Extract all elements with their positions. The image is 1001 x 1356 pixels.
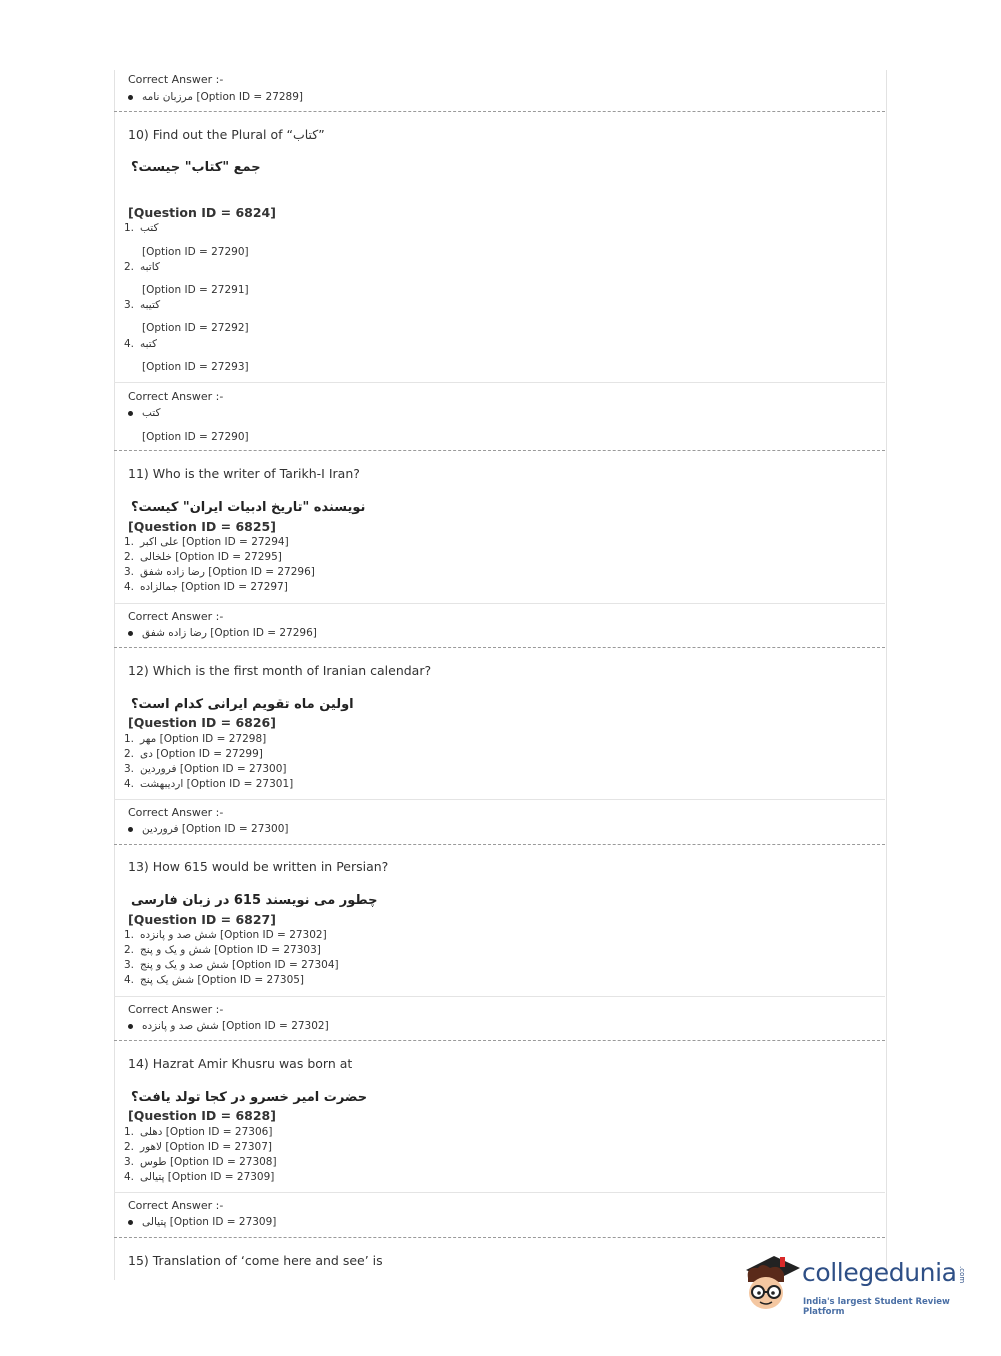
bullet-icon [128, 827, 133, 832]
answer-divider [114, 996, 885, 997]
bullet-icon [128, 411, 133, 416]
correct-answer: شش صد و پانزده [Option ID = 27302] [128, 1020, 329, 1032]
option-10-2: 2. کاتبه [124, 261, 160, 273]
collegedunia-logo[interactable] [740, 1248, 970, 1320]
option-10-1-id: [Option ID = 27290] [142, 246, 249, 258]
option-13-2: 2. شش و یک و پنج [Option ID = 27303] [124, 944, 321, 956]
question-divider [114, 844, 885, 845]
option-11-3: 3. رضا زاده شفق [Option ID = 27296] [124, 566, 315, 578]
option-13-1: 1. شش صد و پانزده [Option ID = 27302] [124, 929, 327, 941]
correct-answer: کتب [128, 407, 160, 419]
question-10-title: 10) Find out the Plural of “کتاب” [128, 127, 325, 142]
option-11-4: 4. جمالزاده [Option ID = 27297] [124, 581, 288, 593]
correct-answer: مرزبان نامه [Option ID = 27289] [128, 91, 303, 103]
correct-answer-label: Correct Answer :- [128, 73, 224, 86]
logo-suffix: .com [958, 1266, 966, 1284]
question-14-id: [Question ID = 6828] [128, 1108, 276, 1123]
bullet-icon [128, 1220, 133, 1225]
question-11-id: [Question ID = 6825] [128, 519, 276, 534]
option-10-4-id: [Option ID = 27293] [142, 361, 249, 373]
answer-divider [114, 382, 885, 383]
question-10-id: [Question ID = 6824] [128, 205, 276, 220]
correct-answer-label: Correct Answer :- [128, 1003, 224, 1016]
option-14-3: 3. طوس [Option ID = 27308] [124, 1156, 277, 1168]
question-11-title: 11) Who is the writer of Tarikh-I Iran? [128, 466, 360, 481]
correct-answer: رضا زاده شفق [Option ID = 27296] [128, 627, 317, 639]
option-13-3: 3. شش صد و یک و پنج [Option ID = 27304] [124, 959, 339, 971]
question-12-id: [Question ID = 6826] [128, 715, 276, 730]
option-10-4: 4. کتبه [124, 338, 157, 350]
correct-answer-id: [Option ID = 27290] [142, 431, 249, 443]
question-divider [114, 1040, 885, 1041]
option-14-4: 4. پتیالی [Option ID = 27309] [124, 1171, 275, 1183]
option-11-2: 2. خلخالی [Option ID = 27295] [124, 551, 282, 563]
bullet-icon [128, 95, 133, 100]
answer-divider [114, 799, 885, 800]
correct-answer: فروردین [Option ID = 27300] [128, 823, 289, 835]
question-13-title: 13) How 615 would be written in Persian? [128, 859, 389, 874]
question-divider [114, 111, 885, 112]
bullet-icon [128, 631, 133, 636]
option-11-1: 1. علی اکبر [Option ID = 27294] [124, 536, 289, 548]
question-14-title: 14) Hazrat Amir Khusru was born at [128, 1056, 353, 1071]
option-12-1: 1. مهر [Option ID = 27298] [124, 733, 267, 745]
option-10-1: 1. کتب [124, 222, 159, 234]
correct-answer-label: Correct Answer :- [128, 806, 224, 819]
option-10-2-id: [Option ID = 27291] [142, 284, 249, 296]
logo-tagline: India's largest Student Review Platform [803, 1297, 950, 1317]
option-12-3: 3. فروردین [Option ID = 27300] [124, 763, 287, 775]
question-13-id: [Question ID = 6827] [128, 912, 276, 927]
option-14-2: 2. لاهور [Option ID = 27307] [124, 1141, 272, 1153]
question-12-persian: اولین ماه تقویم ایرانی کدام است؟ [131, 697, 354, 712]
correct-answer-label: Correct Answer :- [128, 610, 224, 623]
mascot-icon [740, 1248, 802, 1318]
option-10-3: 3. کتیبه [124, 299, 161, 311]
question-divider [114, 647, 885, 648]
bullet-icon [128, 1024, 133, 1029]
correct-answer-label: Correct Answer :- [128, 390, 224, 403]
question-14-persian: حضرت امیر خسرو در کجا تولد یافت؟ [131, 1090, 368, 1105]
question-divider [114, 450, 885, 451]
option-14-1: 1. دهلی [Option ID = 27306] [124, 1126, 273, 1138]
answer-divider [114, 603, 885, 604]
option-13-4: 4. شش یک پنج [Option ID = 27305] [124, 974, 305, 986]
question-12-title: 12) Which is the first month of Iranian calendar? [128, 663, 432, 678]
question-divider [114, 1237, 885, 1238]
question-11-persian: نویسنده "تاریخ ادبیات ایران" کیست؟ [131, 500, 366, 515]
option-10-3-id: [Option ID = 27292] [142, 322, 249, 334]
option-12-2: 2. دی [Option ID = 27299] [124, 748, 263, 760]
correct-answer-label: Correct Answer :- [128, 1199, 224, 1212]
answer-divider [114, 1192, 885, 1193]
correct-answer: پتیالی [Option ID = 27309] [128, 1216, 276, 1228]
question-13-persian: چطور می نویسند 615 در زبان فارسی [131, 893, 378, 908]
question-10-persian: جمع "کتاب" جیست؟ [131, 160, 261, 175]
option-12-4: 4. اردیبهشت [Option ID = 27301] [124, 778, 294, 790]
logo-wordmark: collegedunia [802, 1258, 957, 1287]
question-15-title: 15) Translation of ‘come here and see’ is [128, 1253, 383, 1268]
